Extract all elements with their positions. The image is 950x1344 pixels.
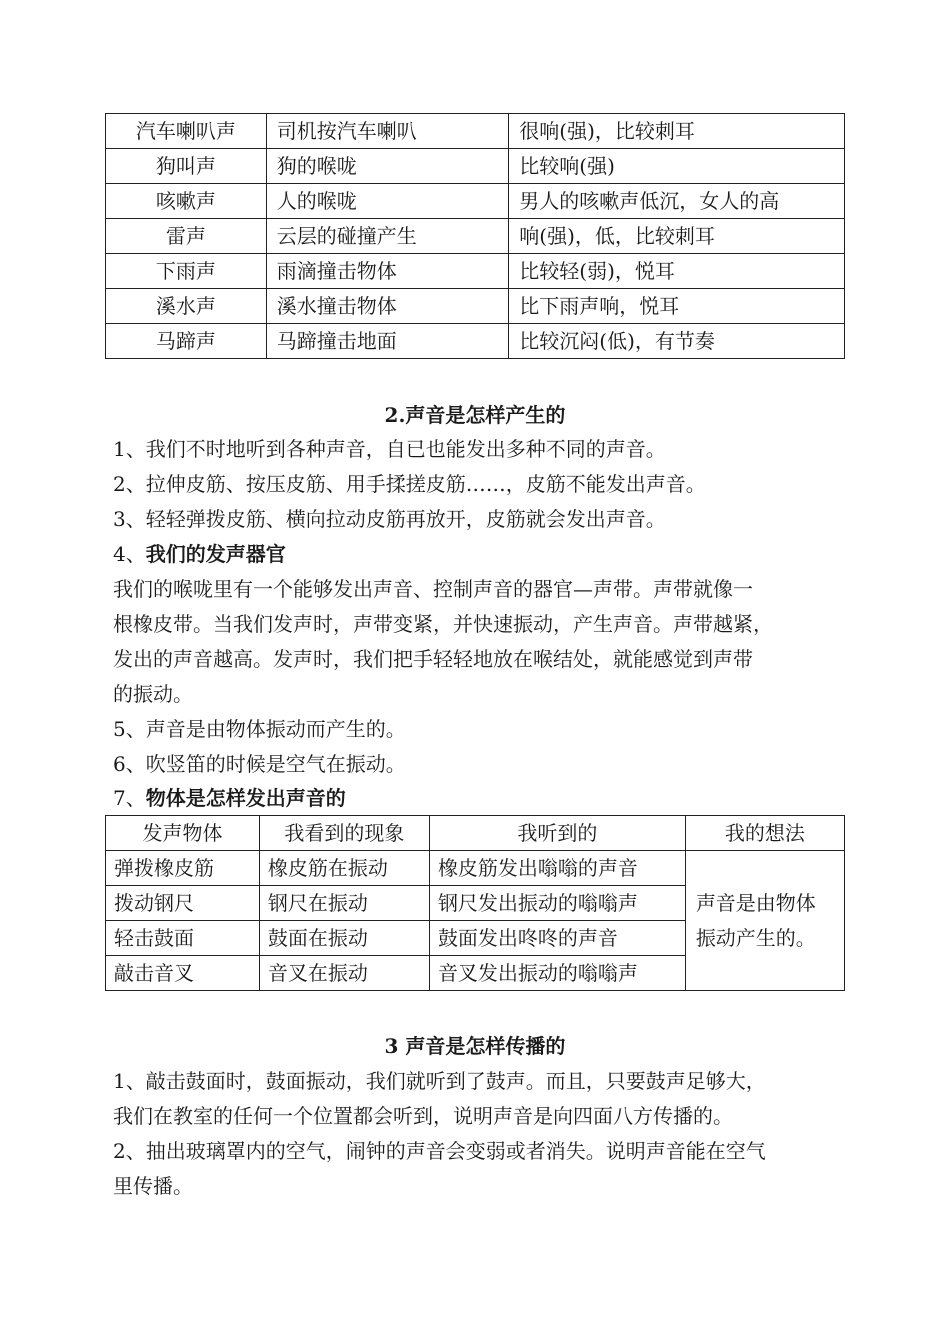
table-cell: 狗的喉咙 [266,149,509,184]
table-cell: 司机按汽车喇叭 [266,114,509,149]
table-cell: 轻击鼓面 [106,921,260,956]
table-row [106,149,845,184]
table-row [106,851,845,886]
paragraph-line: 1、敲击鼓面时，鼓面振动，我们就听到了鼓声。而且，只要鼓声足够大， [113,1069,766,1093]
table-cell: 橡皮筋在振动 [259,851,429,886]
table-cell: 汽车喇叭声 [106,114,267,149]
table-cell: 弹拨橡皮筋 [106,851,260,886]
table-cell: 鼓面在振动 [259,921,429,956]
table-cell: 咳嗽声 [106,184,267,219]
column-header: 我的想法 [685,816,844,851]
table-cell: 雷声 [106,219,267,254]
paragraph: 5、声音是由物体振动而产生的。 [113,717,406,741]
paragraph-line: 里传播。 [113,1174,193,1198]
paragraph-line: 2、抽出玻璃罩内的空气，闹钟的声音会变弱或者消失。说明声音能在空气 [113,1139,766,1163]
paragraph: 2、拉伸皮筋、按压皮筋、用手揉搓皮筋……，皮筋不能发出声音。 [113,472,706,496]
subheading [113,537,843,572]
table-cell: 响(强)，低，比较刺耳 [509,219,845,254]
table-cell: 下雨声 [106,254,267,289]
table-cell: 敲击音叉 [106,956,260,991]
table-cell: 钢尺发出振动的嗡嗡声 [429,886,685,921]
table-row [106,324,845,359]
sound-source-table [105,113,845,359]
table-row [106,184,845,219]
table-row [106,219,845,254]
column-header: 我听到的 [429,816,685,851]
item-number: 7、 [113,786,146,810]
table-cell: 钢尺在振动 [259,886,429,921]
table-cell: 马蹄声 [106,324,267,359]
table-cell: 比下雨声响，悦耳 [509,289,845,324]
table-cell: 比较沉闷(低)，有节奏 [509,324,845,359]
paragraph: 1、我们不时地听到各种声音，自已也能发出多种不同的声音。 [113,437,666,461]
section-title: 3 声音是怎样传播的 [384,1034,566,1058]
thought-cell [685,851,844,991]
table-cell: 男人的咳嗽声低沉，女人的高 [509,184,845,219]
table-cell: 马蹄撞击地面 [266,324,509,359]
table-row [106,289,845,324]
table-cell: 比较响(强) [509,149,845,184]
table-cell: 溪水撞击物体 [266,289,509,324]
table-header-row [106,816,845,851]
column-header: 我看到的现象 [259,816,429,851]
subheading-text: 我们的发声器官 [145,542,286,566]
section-title: 2.声音是怎样产生的 [384,403,566,427]
table-cell: 比较轻(弱)，悦耳 [509,254,845,289]
paragraph: 3、轻轻弹拨皮筋、横向拉动皮筋再放开，皮筋就会发出声音。 [113,507,666,531]
thought-line: 声音是由物体 [695,890,816,915]
table-cell: 狗叫声 [106,149,267,184]
table-cell: 溪水声 [106,289,267,324]
table-cell: 橡皮筋发出嗡嗡的声音 [429,851,685,886]
table-cell: 音叉发出振动的嗡嗡声 [429,956,685,991]
paragraph-line: 根橡皮带。当我们发声时，声带变紧，并快速振动，产生声音。声带越紧， [113,612,773,636]
table-cell: 音叉在振动 [259,956,429,991]
thought-line: 振动产生的。 [695,925,816,950]
table-cell: 拨动钢尺 [106,886,260,921]
table-row [106,114,845,149]
paragraph-line: 发出的声音越高。发声时，我们把手轻轻地放在喉结处，就能感觉到声带 [113,647,753,671]
table-row [106,254,845,289]
column-header: 发声物体 [106,816,260,851]
paragraph-line: 我们的喉咙里有一个能够发出声音、控制声音的器官—声带。声带就像一 [113,577,753,601]
paragraph: 6、吹竖笛的时候是空气在振动。 [113,752,406,776]
paragraph-line: 的振动。 [113,682,193,706]
subheading [113,781,843,816]
paragraph-line: 我们在教室的任何一个位置都会听到，说明声音是向四面八方传播的。 [113,1104,733,1128]
vibration-table [105,815,845,991]
table-cell: 雨滴撞击物体 [266,254,509,289]
subheading-text: 物体是怎样发出声音的 [145,786,346,810]
table-cell: 云层的碰撞产生 [266,219,509,254]
table-cell: 鼓面发出咚咚的声音 [429,921,685,956]
table-cell: 人的喉咙 [266,184,509,219]
item-number: 4、 [113,542,146,566]
table-cell: 很响(强)，比较刺耳 [509,114,845,149]
